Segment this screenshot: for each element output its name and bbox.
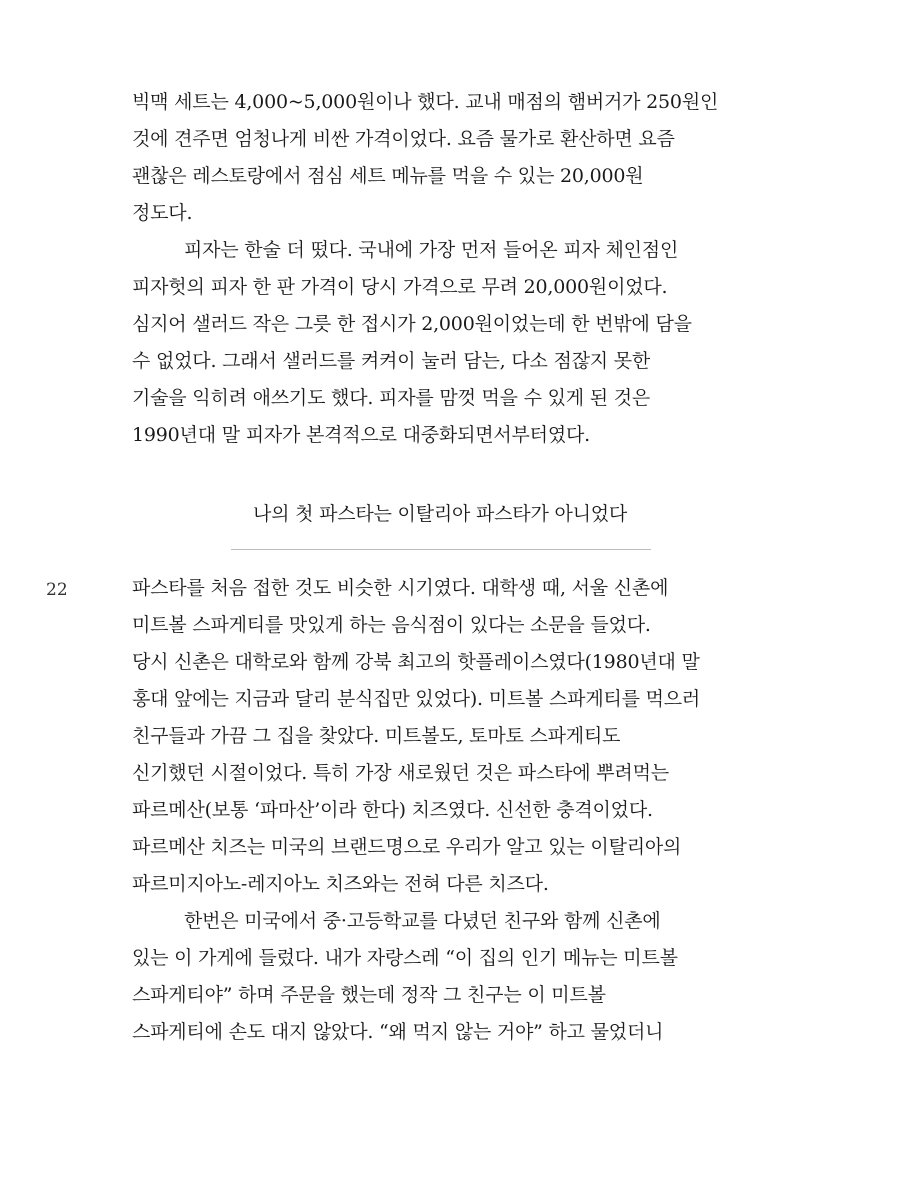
text-line: 스파게티에 손도 대지 않았다. “왜 먹지 않는 거야” 하고 물었더니 (132, 1021, 664, 1043)
text-line: 파스타를 처음 접한 것도 비슷한 시기였다. 대학생 때, 서울 신촌에 (132, 577, 669, 599)
text-line: 파르메산(보통 ‘파마산’이라 한다) 치즈였다. 신선한 충격이었다. (132, 799, 653, 821)
text-line: 심지어 샐러드 작은 그릇 한 접시가 2,000원이었는데 한 번밖에 담을 (132, 313, 692, 335)
text-line: 피자는 한술 더 떴다. 국내에 가장 먼저 들어온 피자 체인점인 (184, 239, 679, 261)
paragraph-pizza (132, 232, 752, 454)
text-line: 괜찮은 레스토랑에서 점심 세트 메뉴를 먹을 수 있는 20,000원 (132, 165, 644, 187)
text-line: 한번은 미국에서 중·고등학교를 다녔던 친구와 함께 신촌에 (184, 910, 661, 932)
page-number: 22 (46, 580, 68, 600)
section-heading: 나의 첫 파스타는 이탈리아 파스타가 아니었다 (252, 503, 628, 525)
text-line: 당시 신촌은 대학로와 함께 강북 최고의 핫플레이스였다(1980년대 말 (132, 651, 700, 673)
text-line: 홍대 앞에는 지금과 달리 분식집만 있었다). 미트볼 스파게티를 먹으러 (132, 688, 701, 710)
text-line: 있는 이 가게에 들렀다. 내가 자랑스레 “이 집의 인기 메뉴는 미트볼 (132, 947, 678, 969)
text-line: 빅맥 세트는 4,000~5,000원이나 했다. 교내 매점의 햄버거가 250원인 (132, 91, 719, 113)
text-line: 친구들과 가끔 그 집을 찾았다. 미트볼도, 토마토 스파게티도 (132, 725, 621, 747)
text-line: 피자헛의 피자 한 판 가격이 당시 가격으로 무려 20,000원이었다. (132, 276, 668, 298)
section-divider (231, 549, 651, 550)
text-line: 스파게티야” 하며 주문을 했는데 정작 그 친구는 이 미트볼 (132, 984, 606, 1006)
paragraph-pasta (132, 570, 752, 1051)
paragraph-bigmac-continuation (132, 84, 752, 232)
text-line: 파르메산 치즈는 미국의 브랜드명으로 우리가 알고 있는 이탈리아의 (132, 836, 682, 858)
text-line: 수 없었다. 그래서 샐러드를 켜켜이 눌러 담는, 다소 점잖지 못한 (132, 350, 651, 372)
text-line: 1990년대 말 피자가 본격적으로 대중화되면서부터였다. (132, 424, 590, 446)
text-line: 기술을 익히려 애쓰기도 했다. 피자를 맘껏 먹을 수 있게 된 것은 (132, 387, 651, 409)
text-line: 파르미지아노-레지아노 치즈와는 전혀 다른 치즈다. (132, 873, 549, 895)
text-line: 신기했던 시절이었다. 특히 가장 새로웠던 것은 파스타에 뿌려먹는 (132, 762, 669, 784)
text-line: 미트볼 스파게티를 맛있게 하는 음식점이 있다는 소문을 들었다. (132, 614, 651, 636)
text-line: 정도다. (132, 202, 193, 224)
text-line: 것에 견주면 엄청나게 비싼 가격이었다. 요즘 물가로 환산하면 요즘 (132, 128, 675, 150)
